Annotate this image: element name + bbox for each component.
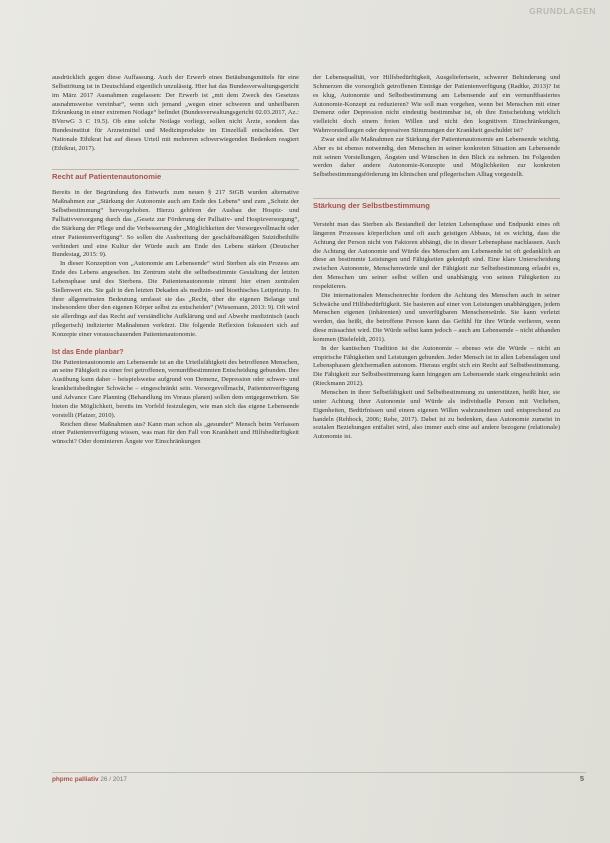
- paragraph: Bereits in der Begründung des Entwurfs zum neuen § 217 StGB wurden alternative Maßnahmen zur „Stärkung der Autonomie auch am Ende des Lebens“ und zum „Schutz der Selbstbestimmung“ hervorgehoben. Hierzu gehören der Ausbau der Hospiz- und Palliativversorgung durch das „Gesetz zur Förderung der Palliativ- und Hospizversorgung“, die Stärkung der Pflege und die Verbesserung der „Möglichkeiten der Vorsorgevollmacht oder einer Patientenverfügung“. So sollen die Ausbreitung der geschäftsmäßigen Suizidbeihilfe verhindert und eine Kultur der Würde auch am Ende des Lebens stärken (Deutscher Bundestag, 2015: 9).: [52, 189, 299, 259]
- paragraph: der Lebensqualität, vor Hilfsbedürftigkeit, Ausgeliefertsein, schwerer Behinderung und Schmerzen die vorsorglich getroffenen Einträge der Patientenverfügung (Radtke, 2013)? Ist es klug, Autonomie und Selbstbestimmung am Lebensende auf ein vernunftbasiertes Autonomie-Konzept zu reduzieren? Wie soll man vorgehen, wenn bei Menschen mit einer Demenz oder Depression nicht eindeutig bestimmbar ist, ob ihre Entscheidung wirklich vielleicht doch einem freien Willen und nicht den kognitiven Einschränkungen, Wahnvorstellungen oder depressiven Stimmungen der Krankheit geschuldet ist?: [313, 74, 560, 135]
- paragraph: Reichen diese Maßnahmen aus? Kann man schon als „gesunder“ Mensch beim Verfassen einer Patientenverfügung wissen, was man für den Fall von Krankheit und Hilfsbedürftigkeit wünscht? Oder dominieren Ängste vor Einschränkungen: [52, 420, 299, 446]
- journal-footer: [52, 776, 127, 783]
- paragraph: In der kantischen Tradition ist die Autonomie – ebenso wie die Würde – nicht an empirische Fähigkeiten und Leistungen gebunden. Jeder Mensch ist in allen Lebenslagen und Lebensphasen gleichermaßen autonom. Hieraus ergibt sich ein Recht auf Selbstbestimmung. Die Fähigkeit zur Selbstbestimmung kann hingegen am Lebensende stark eingeschränkt sein (Rieckmann 2012).: [313, 344, 560, 388]
- section-label: GRUNDLAGEN: [529, 6, 596, 16]
- paragraph: ausdrücklich gegen diese Auffassung. Auch der Erwerb eines Betäubungsmittels für eine Selbsttötung ist in Deutschland eigentlich unzulässig. Hier hat das Bundesverwaltungsgericht im März 2017 Ausnahmen zugelassen: Der Erwerb ist „mit dem Zweck des Gesetzes ausnahmsweise vereinbar“, wenn sich jemand „wegen einer schweren und unheilbaren Erkrankung in einer extremen Notlage“ befindet (Bundesverwaltungsgericht 02.03.2017, Az.: BVerwG 3 C 19.5). Ob eine solche Notlage vorliegt, sollen nicht Ärzte, sondern das Bundesinstitut für Arzneimittel und Medizinprodukte im Einzelfall entscheiden. Der Nationale Ethikrat hat auf dieses Urteil mit mehreren schwerwiegenden Bedenken reagiert (Ethikrat, 2017).: [52, 74, 299, 152]
- journal-title: phpmc palliativ: [52, 776, 99, 783]
- footer-divider: [52, 772, 586, 773]
- journal-issue: 26 / 2017: [100, 776, 127, 783]
- section-heading: Stärkung der Selbstbestimmung: [313, 198, 560, 211]
- section-heading: Recht auf Patientenautonomie: [52, 169, 299, 182]
- right-column: [313, 74, 560, 442]
- paragraph: Die Patientenautonomie am Lebensende ist an die Urteilsfähigkeit des betroffenen Menschen, an seine Fähigkeit zu einer frei getroffenen, vernunftbestimmten Entscheidung gebunden. Ihre Ausübung kann daher – beispielsweise aufgrund von Demenz, Depression oder schwer- und krankheitsbedingter Schwäche – eingeschränkt sein. Vorsorgevollmacht, Patientenverfügung und Advance Care Planning (Behandlung im Voraus planen) sollen dem entgegenwirken. Sie bieten die Möglichkeit, bereits im Vorfeld festzulegen, wie man sich das eigene Lebensende vorstellt (Platzer, 2010).: [52, 358, 299, 419]
- paragraph: Versteht man das Sterben als Bestandteil der letzten Lebensphase und Endpunkt eines oft längeren Prozesses körperlichen und oft auch geistigen Abbaus, ist es wichtig, dass die Achtung der Person nicht von Faktoren abhängt, die in dieser Lebensphase nachlassen. Auch die Achtung der Autonomie und Würde des Menschen am Lebensende ist oft gedanklich an diese an bestimmte Leistungen und Fähigkeiten geknüpft sind. Eine klare Unterscheidung zwischen Autonomie, Menschenwürde und der Fähigkeit zur Selbstbestimmung erlaubt es, den Menschen um seiner selbst willen und unabhängig von seinen Fähigkeiten zu respektieren.: [313, 220, 560, 290]
- left-column: [52, 74, 299, 447]
- paragraph: Menschen in ihrer Selbstfähigkeit und Selbstbestimmung zu unterstützen, heißt hier, sie unter Achtung ihrer Autonomie und Würde als individuelle Person mit Vorlieben, Eigenheiten, Bedürfnissen und einem eigenen Willen wahrzunehmen und entsprechend zu handeln (Rehbock, 2006; Rehe, 2017). Dabei ist zu bedenken, dass Autonomie zumeist in sozialen Beziehungen entfaltet wird, also immer auch eine auf andere bezogene (relationale) Autonomie ist.: [313, 389, 560, 441]
- page-number: 5: [579, 774, 584, 783]
- subheading: Ist das Ende planbar?: [52, 348, 124, 356]
- paragraph: Die internationalen Menschenrechte fordern die Achtung des Menschen auch in seiner Schwäche und Hilfsbedürftigkeit. Sie basieren auf einer von Leistungen unabhängigen, jedem Menschen eigenen (inhärenten) und unverfügbaren Menschenwürde. Sie kann verletzt werden, das heißt, die betroffene Person kann das Gefühl für ihre Würde verlieren, wenn diese missachtet wird. Die Würde selbst kann jedoch – auch am Lebensende – nicht abhanden kommen (Bielefeldt, 2011).: [313, 291, 560, 343]
- paragraph: Zwar sind alle Maßnahmen zur Stärkung der Patientenautonomie am Lebensende wichtig. Aber es ist ebenso notwendig, den Menschen in seiner konkreten Situation am Lebensende mit seinen Vorstellungen, Ängsten und Wünschen in den Blick zu nehmen. Im Folgenden werden daher andere Autonomie-Konzepte und Möglichkeiten zur konkreten Selbstbestimmungsförderung im klinischen und pflegerischen Alltag vorgestellt.: [313, 135, 560, 179]
- paragraph: In dieser Konzeption von „Autonomie am Lebensende“ wird Sterben als ein Prozess am Ende des Lebens angesehen. Im Zentrum steht die selbstbestimmte Gestaltung der letzten Lebensphase und des Sterbens. Die Patientenautonomie nimmt hier einen zentralen Stellenwert ein. Sie galt in den letzten Dekaden als medizin- und bioethisches Leitprinzip. In ihrer allgemeinsten Bedeutung umfasst sie das „Recht, über die eigenen Belange und insbesondere über den eigenen Körper selbst zu entscheiden“ (Wiesemann, 2013: 9). Oft wird sie allerdings auf das Recht auf verständliche Aufklärung und auf Abwehr medizinisch (auch pflegerisch) indizierter Maßnahmen verkürzt. Die folgende Reflexion fokussiert sich auf Konzepte einer vorausschauenden Patientenautonomie.: [52, 260, 299, 338]
